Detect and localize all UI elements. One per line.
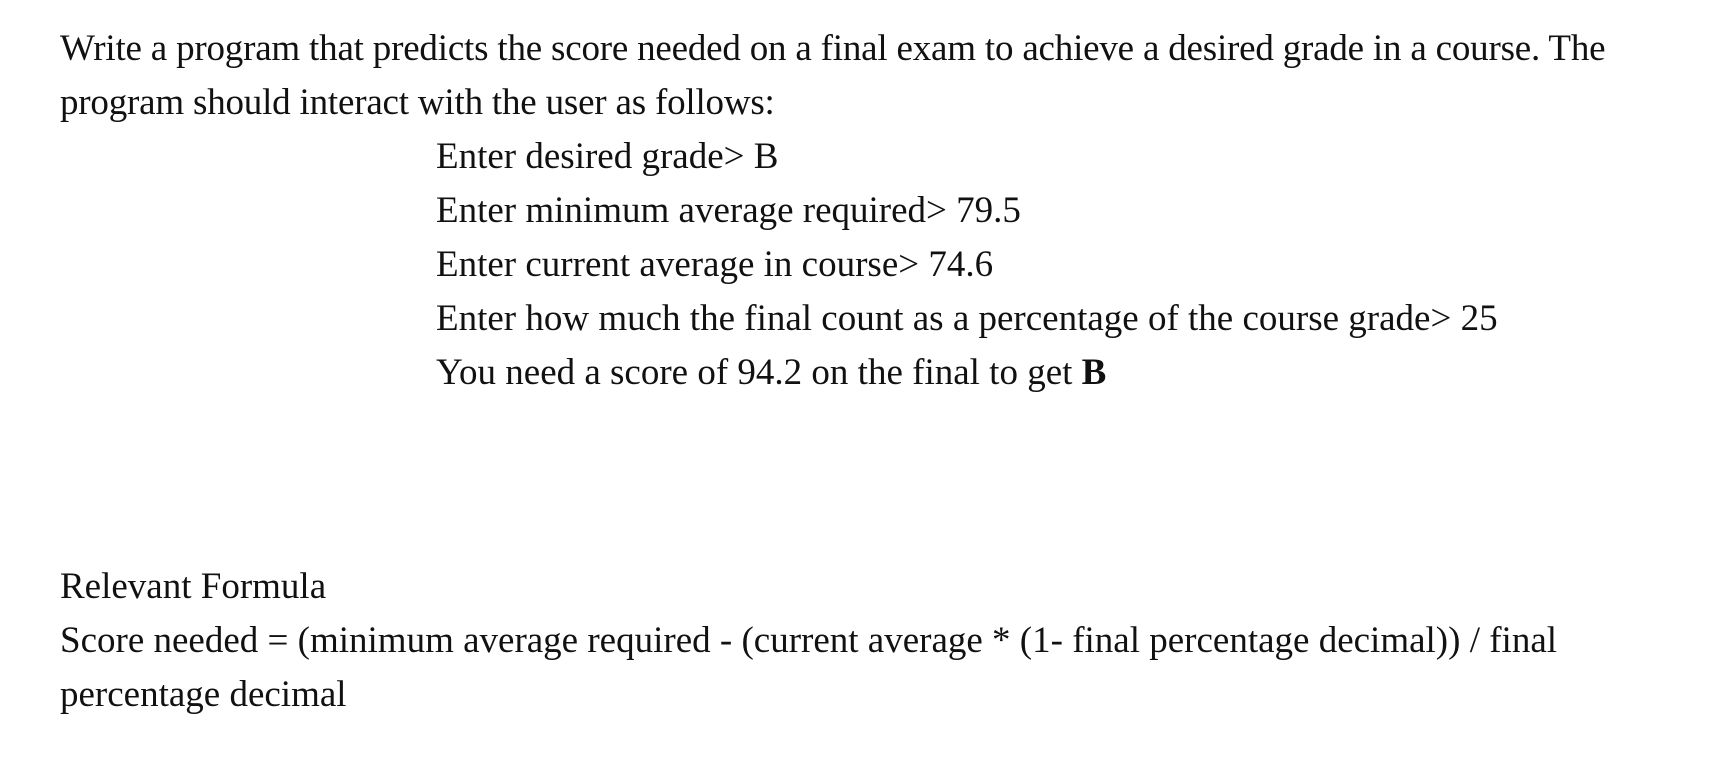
formula-text: Score needed = (minimum average required - (current average * (1- final percentage decimal)) / final percentage decimal — [60, 620, 1558, 715]
sample-session — [436, 130, 1700, 400]
formula-section — [60, 560, 1700, 722]
session-line-current-average: Enter current average in course> 74.6 — [436, 244, 994, 285]
session-result-line — [436, 346, 1700, 400]
session-line-minimum-average: Enter minimum average required> 79.5 — [436, 190, 1021, 231]
document-page — [60, 22, 1700, 715]
session-result-prefix: You need a score of 94.2 on the final to get — [436, 352, 1082, 393]
session-line-final-percentage: Enter how much the final count as a percentage of the course grade> 25 — [436, 298, 1498, 339]
session-result-grade: B — [1081, 352, 1107, 393]
session-line-desired-grade: Enter desired grade> B — [436, 136, 779, 177]
problem-intro: Write a program that predicts the score needed on a final exam to achieve a desired grade in a course. The program should interact with the user as follows: — [60, 28, 1606, 123]
formula-heading: Relevant Formula — [60, 566, 327, 607]
